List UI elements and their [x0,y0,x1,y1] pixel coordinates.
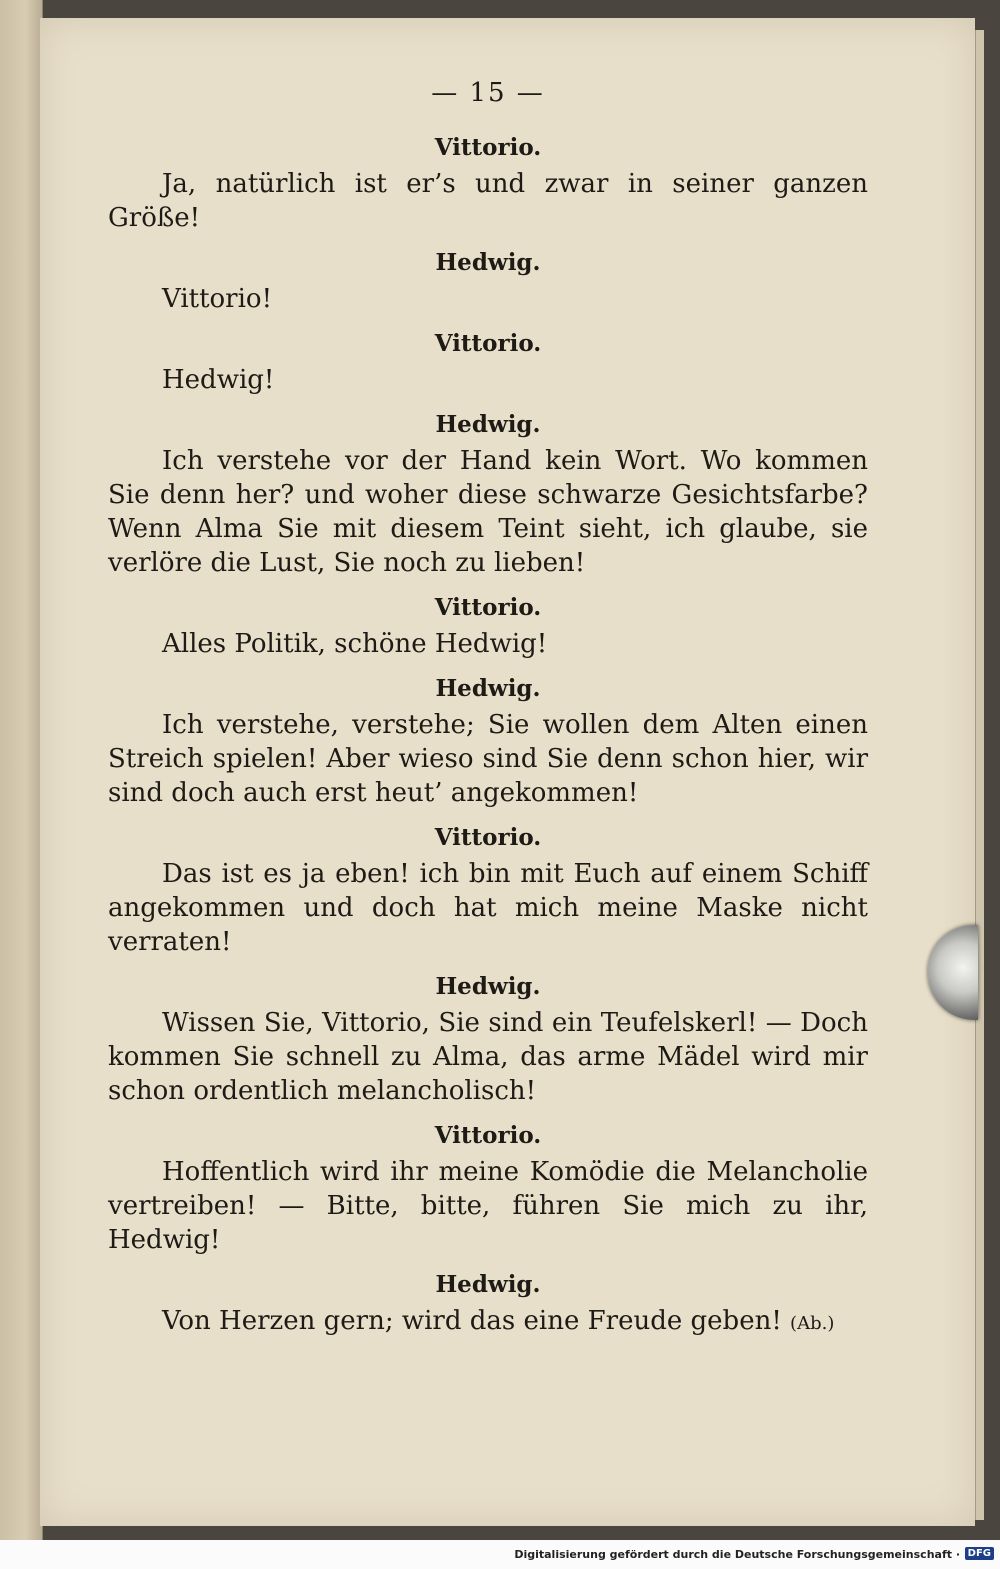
speaker-name: Hedwig. [435,675,541,702]
speech-text: Wissen Sie, Vittorio, Sie sind ein Teufelskerl! — Doch kommen Sie schnell zu Alma, das arme Mädel wird mir schon ordentlich melancholisch! [108,1008,868,1106]
dialogue-block [108,249,868,316]
speaker-name: Vittorio. [434,330,542,357]
dialogue-block [108,134,868,235]
speech-text: Hoffentlich wird ihr meine Komödie die Melancholie vertreiben! — Bitte, bitte, führen Sie mich zu ihr, Hedwig! [108,1157,868,1255]
dialogue-block [108,594,868,661]
speech-text: Ich verstehe vor der Hand kein Wort. Wo kommen Sie denn her? und woher diese schwarze Gesichtsfarbe? Wenn Alma Sie mit diesem Teint sieht, ich glaube, sie verlöre die Lust, Sie noch zu lieben! [108,446,868,578]
speech-text: Ich verstehe, verstehe; Sie wollen dem Alten einen Streich spielen! Aber wieso sind Sie denn schon hier, wir sind doch auch erst heut’ angekommen! [108,710,868,808]
speech-line: Von Herzen gern; wird das eine Freude geben! [162,1306,782,1336]
speech-text: Ja, natürlich ist er’s und zwar in seiner ganzen Größe! [108,169,868,233]
speech-text: Vittorio! [162,284,273,314]
speech-text: Hedwig! [162,365,275,395]
dialogue-block [108,1271,868,1341]
speaker-name: Vittorio. [434,134,542,161]
speech-text [108,1304,868,1341]
page-content [108,60,868,1355]
dialogue-block [108,675,868,810]
speaker-name: Hedwig. [435,973,541,1000]
speaker-name: Hedwig. [435,1271,541,1298]
speaker-name: Hedwig. [435,249,541,276]
left-page-edge [0,0,43,1540]
dialogue-block [108,330,868,397]
dialogue-block [108,1122,868,1257]
speaker-name: Vittorio. [434,824,542,851]
right-page-edge [975,30,984,1520]
footer-credit: Digitalisierung gefördert durch die Deutsche Forschungsgemeinschaft · [514,1548,960,1561]
speaker-name: Vittorio. [434,594,542,621]
speaker-name: Hedwig. [435,411,541,438]
speech-text: Das ist es ja eben! ich bin mit Euch auf einem Schiff angekommen und doch hat mich meine Maske nicht verraten! [108,859,868,957]
speech-text: Alles Politik, schöne Hedwig! [162,629,548,659]
dfg-logo: DFG [965,1547,994,1560]
dialogue-block [108,411,868,580]
dialogue-block [108,824,868,959]
page-number: — 15 — [431,78,545,108]
stage-direction: (Ab.) [790,1313,835,1334]
speaker-name: Vittorio. [434,1122,542,1149]
dialogue-block [108,973,868,1108]
